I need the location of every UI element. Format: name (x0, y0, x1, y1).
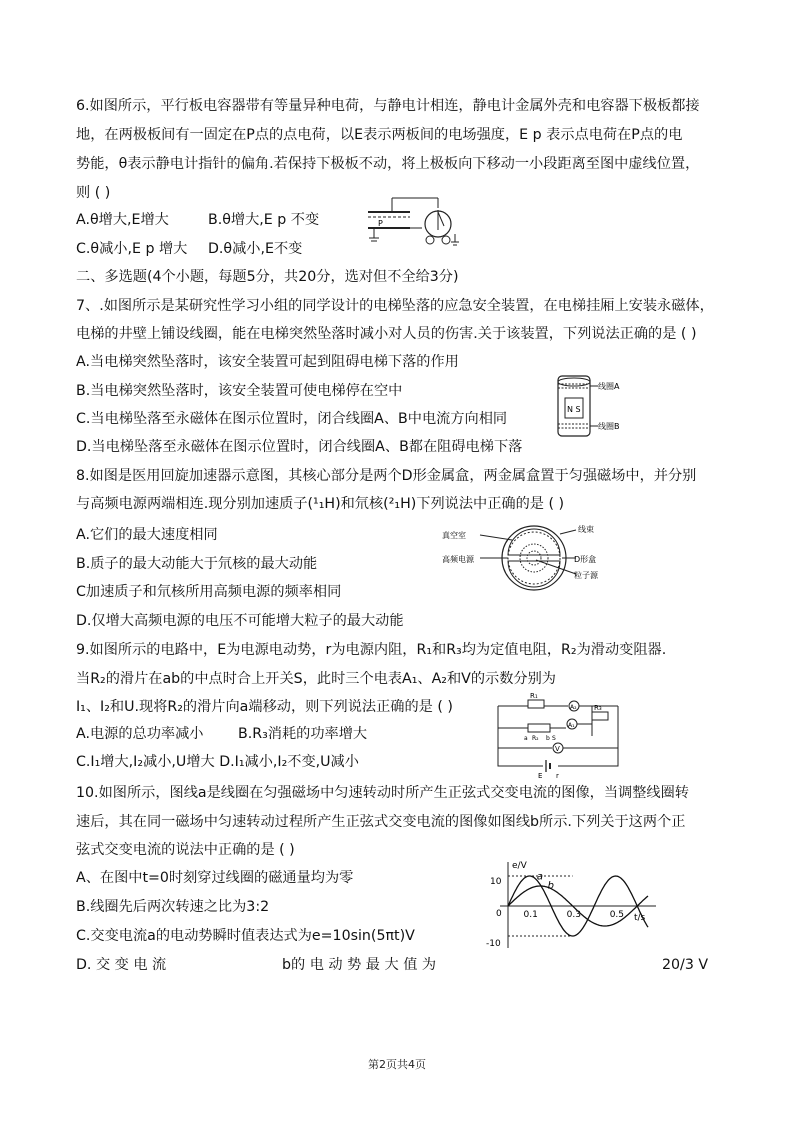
q6-line-1: 6.如图所示，平行板电容器带有等量异种电荷，与静电计相连，静电计金属外壳和电容器下极板都接 (76, 98, 700, 114)
q10-option-d-value: 20/3 V (662, 957, 709, 973)
q10-line-2: 速后，其在同一磁场中匀速转动过程所产生正弦式交变电流的图像如图线b所示.下列关于这两个正 (76, 814, 686, 830)
q6-option-a: A.θ增大,E增大 (76, 212, 169, 228)
q10-line-3: 弦式交变电流的说法中正确的是 ( ) (76, 842, 295, 858)
power-label: 高频电源 (442, 555, 474, 564)
coil-b-label: 线圈B (598, 422, 620, 431)
q9-option-cd: C.I₁增大,I₂减小,U增大 D.I₁减小,I₂不变,U减小 (76, 754, 359, 770)
elevator-coil-figure (548, 374, 644, 440)
q10-option-d-left: D. 交 变 电 流 (76, 957, 167, 973)
q8-line-1: 8.如图是医用回旋加速器示意图，其核心部分是两个D形金属盒，两金属盒置于匀强磁场中，并分别 (76, 468, 697, 484)
emf-label: E (538, 772, 543, 778)
q6-option-b: B.θ增大,E p 不变 (208, 212, 320, 228)
q6-option-c: C.θ减小,E p 增大 (76, 241, 188, 257)
r3-label: R₃ (594, 704, 602, 712)
y-tick-10: 10 (490, 877, 502, 887)
q9-option-b: B.R₃消耗的功率增大 (238, 726, 368, 742)
switch-label: S (552, 735, 556, 742)
q6-line-3: 势能，θ表示静电计指针的偏角.若保持下极板不动，将上极板向下移动一小段距离至图中虚线位置， (76, 156, 700, 172)
source-label: 粒子源 (574, 571, 598, 580)
y-axis-label: e/V (512, 861, 527, 871)
ammeter-a2-label: A₂ (570, 704, 577, 711)
q10-option-b: B.线圈先后两次转速之比为3:2 (76, 899, 270, 915)
q8-option-c: C加速质子和氘核所用高频电源的频率相同 (76, 584, 342, 600)
x-tick-1: 0.3 (566, 910, 581, 920)
q6-line-4: 则 ( ) (76, 185, 111, 201)
internal-r-label: r (556, 772, 559, 778)
q7-line-2: 电梯的井壁上铺设线圈，能在电梯突然坠落时减小对人员的伤害.关于该装置，下列说法正确的是 ( ) (76, 326, 697, 342)
dbox-label: D形盒 (574, 555, 597, 564)
r2-label: R₂ (532, 735, 539, 742)
cyclotron-figure (440, 520, 610, 594)
q7-option-a: A.当电梯突然坠落时，该安全装置可起到阻碍电梯下落的作用 (76, 354, 459, 370)
q6-line-2: 地，在两极板间有一固定在P点的点电荷，以E表示两板间的电场强度，E p 表示点电荷在P点的电 (76, 127, 683, 143)
x-tick-2: 0.5 (609, 910, 625, 920)
q10-option-a: A、在图中t=0时刻穿过线圈的磁通量均为零 (76, 870, 354, 886)
ac-chart (484, 858, 664, 954)
q7-option-b: B.当电梯突然坠落时，该安全装置可使电梯停在空中 (76, 383, 403, 399)
q8-option-b: B.质子的最大动能大于氘核的最大动能 (76, 556, 318, 572)
series-b-label: b (547, 880, 554, 892)
q8-option-d: D.仅增大高频电源的电压不可能增大粒子的最大动能 (76, 613, 404, 629)
q10-line-1: 10.如图所示，图线a是线圈在匀强磁场中匀速转动时所产生正弦式交变电流的图像，当调整线圈转 (76, 785, 689, 801)
q7-line-1: 7、.如图所示是某研究性学习小组的同学设计的电梯坠落的应急安全装置，在电梯挂厢上安装永磁体， (76, 298, 714, 314)
series-a-label: a (536, 871, 543, 883)
voltmeter-label: V (555, 745, 560, 753)
x-tick-0: 0.1 (523, 910, 538, 920)
q7-option-c: C.当电梯坠落至永磁体在图示位置时，闭合线圈A、B中电流方向相同 (76, 411, 508, 427)
slider-b-label: b (546, 735, 550, 742)
section2-heading: 二、多选题(4个小题，每题5分，共20分，选对但不全给3分) (76, 269, 459, 285)
point-p-label: P (378, 219, 383, 228)
vacuum-label: 真空室 (442, 531, 466, 540)
capacitor-electrometer-figure (360, 190, 470, 252)
x-axis-label: t/s (634, 913, 646, 923)
beam-label: 线束 (578, 525, 594, 534)
q10-option-c: C.交变电流a的电动势瞬时值表达式为e=10sin(5πt)V (76, 928, 415, 944)
r1-label: R₁ (530, 692, 538, 700)
q6-option-d: D.θ减小,E不变 (208, 241, 303, 257)
svg-text:N S: N S (567, 405, 581, 414)
slider-a-label: a (524, 735, 528, 742)
q8-option-a: A.它们的最大速度相同 (76, 527, 218, 543)
q8-line-2: 与高频电源两端相连.现分别加速质子(¹₁H)和氘核(²₁H)下列说法中正确的是 ( ) (76, 496, 565, 512)
circuit-figure (488, 686, 630, 778)
q9-line-2: 当R₂的滑片在ab的中点时合上开关S，此时三个电表A₁、A₂和V的示数分别为 (76, 671, 556, 687)
ammeter-a1-label: A₁ (568, 722, 575, 729)
coil-a-label: 线圈A (598, 382, 620, 391)
origin-label: 0 (496, 909, 502, 919)
y-tick-neg10: -10 (486, 939, 501, 949)
page-footer: 第2页共4页 (368, 1058, 426, 1071)
q9-option-a: A.电源的总功率减小 (76, 726, 204, 742)
q7-option-d: D.当电梯坠落至永磁体在图示位置时，闭合线圈A、B都在阻碍电梯下落 (76, 439, 523, 455)
q10-option-d-mid: b的 电 动 势 最 大 值 为 (282, 957, 437, 973)
q9-line-1: 9.如图所示的电路中，E为电源电动势，r为电源内阻，R₁和R₃均为定值电阻，R₂为滑动变阻器. (76, 642, 667, 658)
q9-line-3: I₁、I₂和U.现将R₂的滑片向a端移动，则下列说法正确的是 ( ) (76, 699, 453, 715)
